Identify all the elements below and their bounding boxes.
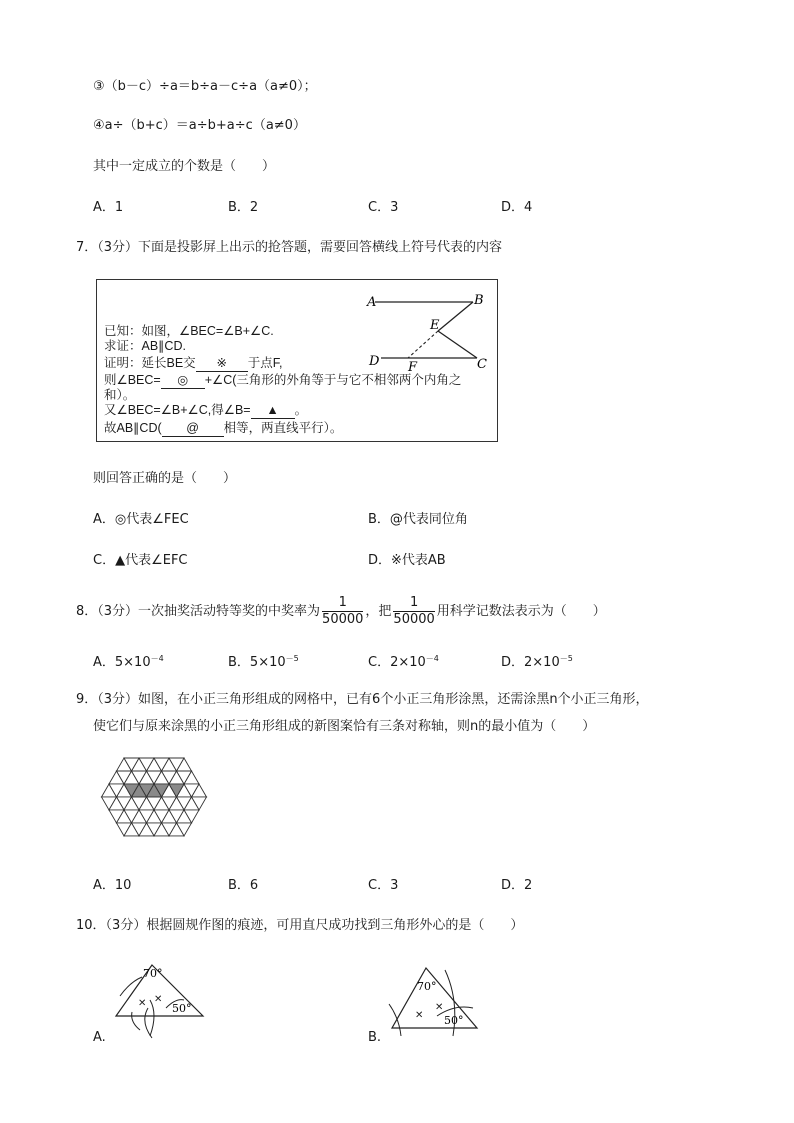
proof-l7-post: 相等，两直线平行）。 [223, 421, 343, 435]
q8-option-d [501, 650, 573, 672]
q8-stem-pre: 8．（3分）一次抽奖活动特等奖的中奖率为 [76, 604, 321, 619]
proof-l3-post: 于点F, [247, 356, 283, 370]
proof-given: 已知：如图，∠BEC=∠B+∠C. [104, 324, 274, 338]
q10-stem: 10．（3分）根据圆规作图的痕迹，可用直尺成功找到三角形外心的是（ ） [76, 918, 524, 933]
q8-c-base: C．2×10 [368, 655, 426, 670]
q10-option-a-label: A. [93, 1030, 106, 1045]
q7-option-c: C．▲代表∠EFC [93, 553, 188, 568]
q6-option-d: D．4 [501, 200, 533, 215]
q9-stem-2: 使它们与原来涂黑的小正三角形组成的新图案恰有三条对称轴，则n的最小值为（ ） [93, 719, 596, 734]
label-b: B [474, 293, 484, 308]
q9-option-c: C．3 [368, 878, 399, 893]
q8-b-exp: －5 [285, 654, 299, 663]
proof-line-3 [104, 356, 282, 372]
proof-l4-pre: 则∠BEC= [104, 373, 161, 387]
q8-b-base: B．5×10 [228, 655, 286, 670]
proof-line-7 [104, 421, 342, 437]
svg-text:✕: ✕ [154, 994, 163, 1005]
q6-option-b: B．2 [228, 200, 259, 215]
q10-figure-b [385, 960, 495, 1040]
q7-option-a: A．◎代表∠FEC [93, 512, 189, 527]
fig-a-top-angle: 70° [143, 967, 163, 980]
svg-text:✕: ✕ [435, 1002, 444, 1013]
fig-a-right-angle: 50° [172, 1002, 192, 1015]
q9-option-d: D．2 [501, 878, 533, 893]
q7-stem: 7．（3分）下面是投影屏上出示的抢答题，需要回答横线上符号代表的内容 [76, 240, 503, 255]
proof-l3-pre: 证明：延长BE交 [104, 356, 196, 370]
label-f: F [408, 360, 418, 375]
q8-c-exp: －4 [425, 654, 439, 663]
blank-double-circle: ◎ [161, 373, 205, 389]
fig-b-right-angle: 50° [444, 1014, 464, 1027]
blank-triangle: ▲ [251, 403, 295, 419]
item-4: ④a÷（b+c）＝a÷b+a÷c（a≠0） [93, 118, 306, 133]
triangle-grid-figure [94, 756, 214, 854]
q7-option-d: D．※代表AB [368, 553, 446, 568]
q8-fraction-2 [393, 595, 434, 628]
q7-prompt: 则回答正确的是（ ） [93, 471, 237, 486]
label-e: E [430, 318, 440, 333]
q10-figure-a [110, 960, 220, 1040]
q9-stem-1: 9．（3分）如图，在小正三角形组成的网格中，已有6个小正三角形涂黑，还需涂黑n个小正三角形， [76, 692, 649, 707]
proof-l4-post: +∠C(三角形的外角等于与它不相邻两个内角之 [204, 373, 462, 387]
fig-b-top-angle: 70° [417, 980, 437, 993]
q8-frac2-num: 1 [393, 595, 434, 612]
q9-option-b: B．6 [228, 878, 259, 893]
proof-line-5: 和）。 [104, 388, 136, 402]
q8-option-a [93, 650, 164, 672]
q10-option-b-label: B. [368, 1030, 382, 1045]
q8-a-exp: －4 [150, 654, 164, 663]
q8-d-base: D．2×10 [501, 655, 560, 670]
q6-option-a: A．1 [93, 200, 124, 215]
proof-l6-pre: 又∠BEC=∠B+∠C,得∠B= [104, 403, 251, 417]
q8-option-c [368, 650, 439, 672]
blank-asterisk: ※ [196, 356, 248, 372]
q8-frac1-num: 1 [322, 595, 363, 612]
q8-stem-mid: ，把 [365, 604, 392, 619]
q8-stem [76, 595, 606, 629]
label-d: D [369, 354, 380, 369]
label-c: C [477, 357, 487, 372]
q8-d-exp: －5 [559, 654, 573, 663]
proof-prove: 求证：AB∥CD. [104, 339, 186, 353]
q8-frac2-den: 50000 [393, 612, 435, 627]
q8-a-base: A．5×10 [93, 655, 151, 670]
proof-line-4 [104, 373, 461, 389]
proof-l6-post: 。 [294, 403, 308, 417]
q7-option-b: B．@代表同位角 [368, 512, 468, 527]
proof-l7-pre: 故AB∥CD( [104, 421, 162, 435]
q8-fraction-1 [322, 595, 363, 628]
svg-text:✕: ✕ [415, 1010, 424, 1021]
q8-stem-post: 用科学记数法表示为（ ） [436, 604, 606, 619]
proof-line-6 [104, 403, 307, 419]
q8-frac1-den: 50000 [322, 612, 364, 627]
q8-option-b [228, 650, 299, 672]
blank-at: @ [162, 421, 224, 437]
item-3: ③（b－c）÷a＝b÷a－c÷a（a≠0）； [93, 79, 317, 94]
q6-option-c: C．3 [368, 200, 399, 215]
q9-option-a: A．10 [93, 878, 132, 893]
label-a: A [367, 295, 377, 310]
svg-text:✕: ✕ [138, 998, 147, 1009]
q6-prompt: 其中一定成立的个数是（ ） [93, 159, 276, 174]
